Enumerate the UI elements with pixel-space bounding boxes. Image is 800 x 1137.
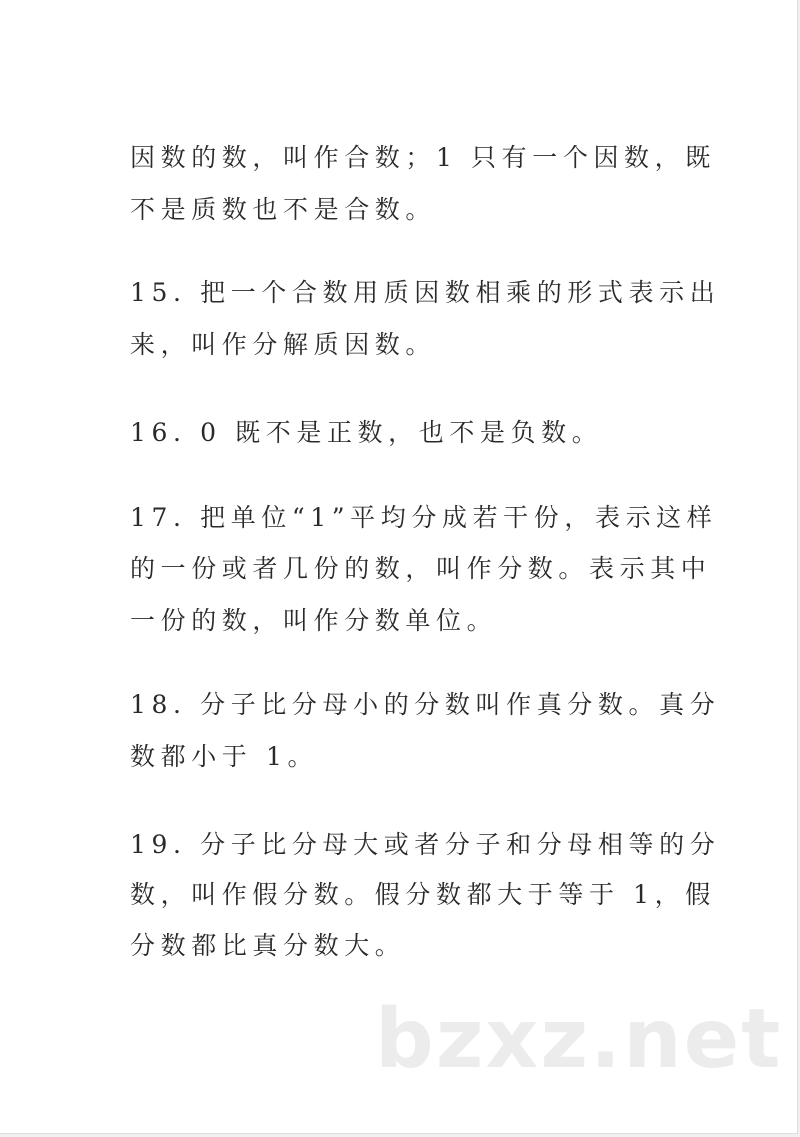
paragraph-14-line-2: 不是质数也不是合数。: [130, 195, 437, 224]
paragraph-14-line-1: 因数的数，叫作合数；1 只有一个因数，既: [130, 143, 716, 172]
paragraph-19-line-1: 19. 分子比分母大或者分子和分母相等的分: [130, 830, 721, 859]
paragraph-19-line-2: 数，叫作假分数。假分数都大于等于 1，假: [130, 880, 716, 909]
paragraph-17-line-1: 17. 把单位“1”平均分成若干份，表示这样: [130, 503, 718, 532]
paragraph-19-line-3: 分数都比真分数大。: [130, 931, 406, 960]
paragraph-17-line-3: 一份的数，叫作分数单位。: [130, 606, 498, 635]
paragraph-18-line-1: 18. 分子比分母小的分数叫作真分数。真分: [130, 690, 721, 719]
paragraph-15-line-2: 来，叫作分解质因数。: [130, 330, 437, 359]
paragraph-18-line-2: 数都小于 1。: [130, 742, 319, 771]
watermark: bzxz.net: [375, 992, 783, 1087]
paragraph-15-line-1: 15. 把一个合数用质因数相乘的形式表示出: [130, 278, 721, 307]
paragraph-17-line-2: 的一份或者几份的数，叫作分数。表示其中: [130, 554, 712, 583]
paragraph-16-line-1: 16. 0 既不是正数，也不是负数。: [130, 418, 603, 447]
